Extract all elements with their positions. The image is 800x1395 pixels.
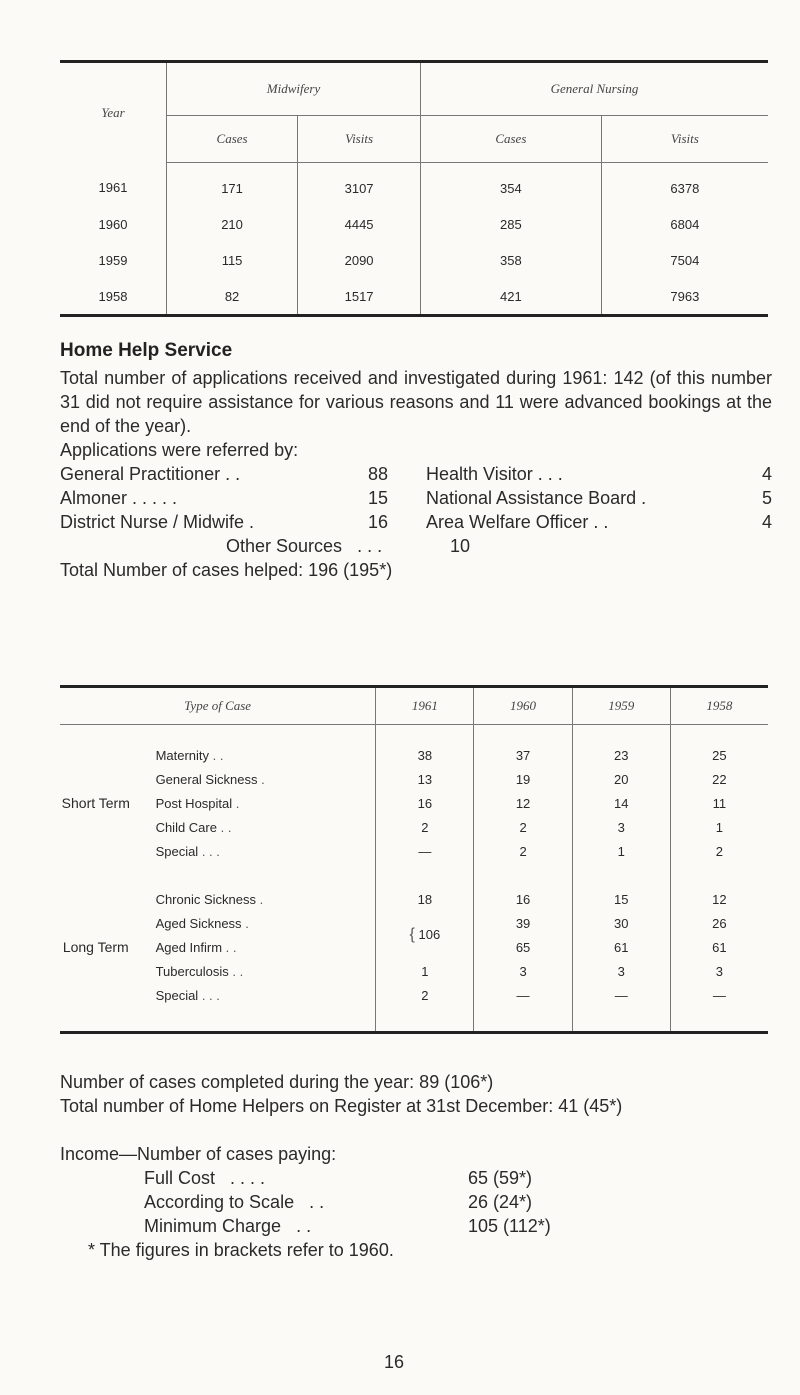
value-cell: 11 (670, 791, 768, 815)
table-row (60, 983, 768, 1007)
referral-label: National Assistance Board . (426, 488, 647, 508)
value-cell: 12 (474, 791, 572, 815)
value-cell: — (474, 983, 572, 1007)
type-of-case-header: Type of Case (60, 687, 376, 725)
table-row (60, 206, 768, 242)
referral-value: 4 (761, 464, 772, 484)
value-cell: 26 (670, 911, 768, 935)
year-cell: 1959 (98, 252, 128, 268)
midwifery-visits-cell: 3107 (298, 163, 421, 207)
case-type-label: Post Hospital . (155, 795, 240, 811)
table-row (60, 278, 768, 316)
year-cell: 1960 (98, 216, 128, 232)
nursing-cases-cell: 358 (421, 242, 602, 278)
income-intro: Income—Number of cases paying: (60, 1144, 337, 1164)
referral-label: Other Sources . . . (226, 536, 383, 556)
midwifery-cases-header: Cases (167, 116, 298, 163)
case-type-label: General Sickness . (155, 771, 265, 787)
income-value: 65 (59*) (468, 1168, 533, 1188)
value-cell: 23 (572, 743, 670, 767)
value-cell: 2 (376, 815, 474, 839)
value-cell: 61 (670, 935, 768, 959)
midwifery-cases-cell: 171 (167, 163, 298, 207)
value-cell: 2 (474, 839, 572, 863)
case-type-label: Chronic Sickness . (155, 891, 264, 907)
year-1961-header: 1961 (376, 687, 474, 725)
midwifery-visits-cell: 1517 (298, 278, 421, 316)
referral-value: 5 (761, 488, 772, 508)
value-cell: 22 (670, 767, 768, 791)
home-helpers-total: Total number of Home Helpers on Register at 31st December: 41 (45*) (60, 1096, 623, 1116)
year-cell: 1961 (98, 180, 128, 196)
value-cell: — (572, 983, 670, 1007)
referral-value: 16 (367, 512, 388, 532)
year-1959-header: 1959 (572, 687, 670, 725)
value-cell: 1 (670, 815, 768, 839)
cases-completed: Number of cases completed during the year: 89 (106*) (60, 1072, 494, 1092)
value-cell: 3 (572, 815, 670, 839)
income-label: Minimum Charge . . (144, 1216, 312, 1236)
value-cell: 13 (376, 767, 474, 791)
value-cell: 1 (376, 959, 474, 983)
value-cell: 15 (572, 887, 670, 911)
midwifery-cases-cell: 115 (167, 242, 298, 278)
case-type-label: Special . . . (155, 843, 220, 859)
table-row (60, 791, 768, 815)
value-cell: 2 (376, 983, 474, 1007)
value-cell: 3 (474, 959, 572, 983)
referral-label: Health Visitor . . . (426, 464, 563, 484)
value-cell: 20 (572, 767, 670, 791)
nursing-visits-cell: 6378 (601, 163, 768, 207)
table-row (60, 959, 768, 983)
case-type-label: Special . . . (155, 987, 220, 1003)
referral-label: District Nurse / Midwife . (60, 512, 255, 532)
referral-value: 4 (761, 512, 772, 532)
aged-combined-1961-cell: { 106 (376, 911, 474, 959)
long-term-group-label: Long Term (62, 939, 129, 955)
value-cell: 37 (474, 743, 572, 767)
value-cell: — (670, 983, 768, 1007)
value-cell: 38 (376, 743, 474, 767)
midwifery-visits-header: Visits (298, 116, 421, 163)
value-cell: 2 (474, 815, 572, 839)
value-cell: 39 (474, 911, 572, 935)
referred-intro: Applications were referred by: (60, 440, 299, 460)
value-cell: 61 (572, 935, 670, 959)
nursing-statistics-table (60, 60, 768, 317)
referral-value: 88 (367, 464, 388, 484)
nursing-visits-cell: 7963 (601, 278, 768, 316)
case-type-label: Aged Infirm . . (155, 939, 237, 955)
short-term-group-label: Short Term (61, 795, 130, 811)
referral-value: 10 (449, 536, 470, 556)
income-value: 26 (24*) (468, 1192, 533, 1212)
value-cell: 18 (376, 887, 474, 911)
value-cell: 16 (376, 791, 474, 815)
table-row (60, 887, 768, 911)
midwifery-cases-cell: 210 (167, 206, 298, 242)
nursing-cases-header: Cases (421, 116, 602, 163)
nursing-visits-cell: 6804 (601, 206, 768, 242)
value-cell: 65 (474, 935, 572, 959)
midwifery-visits-cell: 4445 (298, 206, 421, 242)
income-label: Full Cost . . . . (144, 1168, 266, 1188)
value-cell: 16 (474, 887, 572, 911)
nursing-cases-cell: 354 (421, 163, 602, 207)
case-type-label: Tuberculosis . . (155, 963, 244, 979)
value-cell: 1 (572, 839, 670, 863)
income-value: 105 (112*) (468, 1216, 551, 1236)
table-row (60, 743, 768, 767)
value-cell: 30 (572, 911, 670, 935)
value-cell: 3 (572, 959, 670, 983)
value-cell: 12 (670, 887, 768, 911)
table-row (60, 815, 768, 839)
midwifery-header: Midwifery (167, 62, 421, 116)
year-cell: 1958 (98, 288, 128, 304)
referral-label: Almoner . . . . . (60, 488, 178, 508)
table-row (60, 839, 768, 863)
year-1960-header: 1960 (474, 687, 572, 725)
midwifery-visits-cell: 2090 (298, 242, 421, 278)
page-number: 16 (384, 1352, 405, 1372)
nursing-cases-cell: 421 (421, 278, 602, 316)
applications-paragraph: Total number of applications received and investigated during 1961: 142 (of this number 31 did not require assistance for various reasons and 11 were advanced bookings at the end of the year). (60, 368, 772, 436)
table-row (60, 163, 768, 207)
table-row (60, 767, 768, 791)
midwifery-cases-cell: 82 (167, 278, 298, 316)
referral-label: Area Welfare Officer . . (426, 512, 609, 532)
value-cell: 25 (670, 743, 768, 767)
value-cell: 2 (670, 839, 768, 863)
case-types-table (60, 685, 768, 1034)
case-type-label: Maternity . . (155, 747, 224, 763)
case-type-label: Aged Sickness . (155, 915, 249, 931)
table-row (60, 911, 768, 935)
nursing-cases-cell: 285 (421, 206, 602, 242)
value-cell: 19 (474, 767, 572, 791)
nursing-visits-cell: 7504 (601, 242, 768, 278)
value-cell: — (376, 839, 474, 863)
income-label: According to Scale . . (144, 1192, 325, 1212)
value-cell: 3 (670, 959, 768, 983)
footnote: * The figures in brackets refer to 1960. (88, 1240, 394, 1260)
total-helped: Total Number of cases helped: 196 (195*) (60, 560, 393, 580)
referral-label: General Practitioner . . (60, 464, 241, 484)
referral-value: 15 (367, 488, 388, 508)
case-type-label: Child Care . . (155, 819, 232, 835)
year-header: Year (101, 104, 125, 120)
general-nursing-header: General Nursing (421, 62, 768, 116)
section-heading: Home Help Service (60, 340, 233, 361)
nursing-visits-header: Visits (601, 116, 768, 163)
table-row (60, 242, 768, 278)
value-cell: 14 (572, 791, 670, 815)
year-1958-header: 1958 (670, 687, 768, 725)
